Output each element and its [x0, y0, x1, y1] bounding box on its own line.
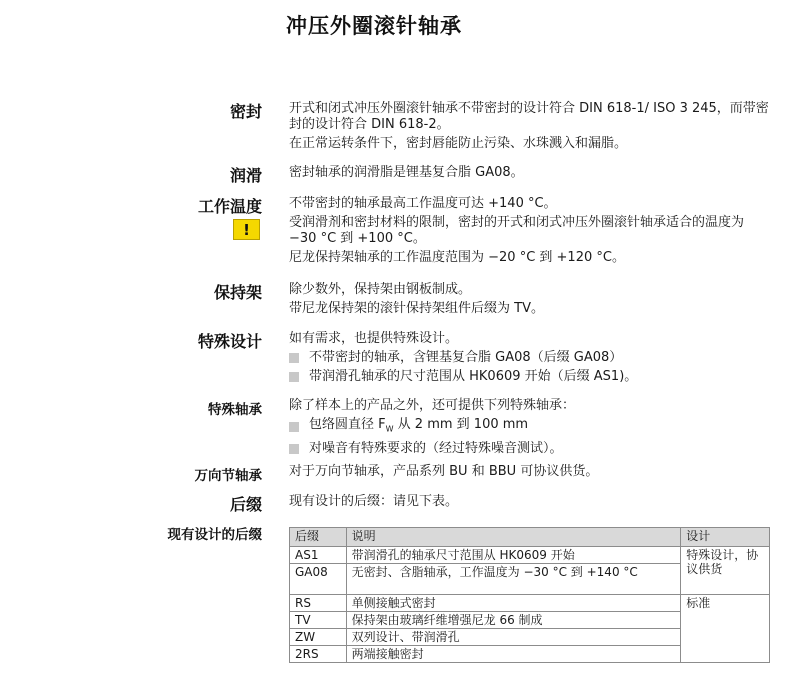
table-cell-description: 两端接触密封 — [346, 646, 681, 663]
section-cage-text — [289, 282, 769, 317]
universal-joint-line-1: 对于万向节轴承，产品系列 BU 和 BBU 可协议供货。 — [289, 464, 599, 479]
suffix-line-1: 现有设计的后缀：请见下表。 — [289, 494, 459, 509]
section-label-universal-joint: 万向节轴承 — [194, 468, 262, 484]
table-cell-suffix: 2RS — [290, 646, 347, 663]
table-header-suffix: 后缀 — [290, 528, 347, 547]
bullet1-prefix: 包络圆直径 F — [309, 417, 386, 432]
table-cell-suffix: RS — [290, 595, 347, 612]
table-cell-suffix: ZW — [290, 629, 347, 646]
section-label-special-bearing: 特殊轴承 — [208, 402, 262, 418]
section-label-lubrication: 润滑 — [229, 166, 262, 185]
suffix-table-label: 现有设计的后缀 — [167, 527, 262, 543]
suffix-table — [289, 527, 770, 663]
section-seal-text — [289, 101, 769, 152]
section-suffix-text — [289, 494, 769, 510]
page-title: 冲压外圈滚针轴承 — [286, 14, 462, 38]
table-cell-description: 带润滑孔的轴承尺寸范围从 HK0609 开始 — [346, 547, 681, 564]
special-design-intro: 如有需求，也提供特殊设计。 — [289, 331, 459, 346]
section-label-suffix: 后缀 — [229, 495, 262, 514]
section-lubrication-text — [289, 165, 769, 181]
special-design-bullet-1: 不带密封的轴承，含锂基复合脂 GA08（后缀 GA08） — [309, 350, 623, 365]
list-item — [289, 369, 769, 385]
table-cell-suffix: GA08 — [290, 564, 347, 595]
temperature-line-3: 尼龙保持架轴承的工作温度范围为 −20 °C 到 +120 °C。 — [289, 250, 625, 265]
table-cell-design-special: 特殊设计，协议供货 — [681, 547, 770, 595]
table-cell-description: 保持架由玻璃纤维增强尼龙 66 制成 — [346, 612, 681, 629]
list-item — [289, 417, 769, 438]
bullet1-subscript: W — [385, 424, 394, 434]
temperature-line-2: 受润滑剂和密封材料的限制，密封的开式和闭式冲压外圈滚针轴承适合的温度为 −30 °C 到 +100 °C。 — [289, 215, 745, 246]
table-row — [290, 547, 770, 564]
table-row — [290, 595, 770, 612]
bullet-square-icon — [289, 372, 299, 382]
table-cell-description: 无密封、含脂轴承，工作温度为 −30 °C 到 +140 °C — [346, 564, 681, 595]
table-header-row — [290, 528, 770, 547]
bullet1-suffix: 从 2 mm 到 100 mm — [393, 417, 529, 432]
bullet-square-icon — [289, 422, 299, 432]
temperature-line-1: 不带密封的轴承最高工作温度可达 +140 °C。 — [289, 196, 557, 211]
table-header-description: 说明 — [346, 528, 681, 547]
section-label-temperature: 工作温度 — [197, 197, 262, 216]
table-cell-description: 单侧接触式密封 — [346, 595, 681, 612]
special-bearing-bullet-1 — [309, 417, 528, 438]
section-special-bearing-text — [289, 398, 769, 457]
cage-line-1: 除少数外，保持架由钢板制成。 — [289, 282, 472, 297]
section-universal-joint-text — [289, 464, 769, 480]
seal-line-1: 开式和闭式冲压外圈滚针轴承不带密封的设计符合 DIN 618-1/ ISO 3 245，而带密封的设计符合 DIN 618-2。 — [289, 101, 769, 132]
table-cell-description: 双列设计、带润滑孔 — [346, 629, 681, 646]
cage-line-2: 带尼龙保持架的滚针保持架组件后缀为 TV。 — [289, 301, 544, 316]
special-design-bullet-2: 带润滑孔轴承的尺寸范围从 HK0609 开始（后缀 AS1)。 — [309, 369, 638, 384]
table-cell-design-standard: 标准 — [681, 595, 770, 663]
section-label-seal: 密封 — [229, 102, 262, 121]
section-label-special-design: 特殊设计 — [197, 332, 262, 351]
lubrication-line-1: 密封轴承的润滑脂是锂基复合脂 GA08。 — [289, 165, 524, 180]
list-item — [289, 350, 769, 366]
table-cell-suffix: AS1 — [290, 547, 347, 564]
section-label-cage: 保持架 — [213, 283, 262, 302]
table-cell-suffix: TV — [290, 612, 347, 629]
special-bearing-intro: 除了样本上的产品之外，还可提供下列特殊轴承： — [289, 398, 576, 413]
special-bearing-bullet-2: 对噪音有特殊要求的（经过特殊噪音测试）。 — [309, 440, 563, 456]
warning-icon: ! — [233, 219, 260, 240]
section-temperature-text — [289, 196, 769, 266]
section-special-design-text — [289, 331, 769, 385]
bullet-square-icon — [289, 444, 299, 454]
list-item — [289, 441, 769, 457]
bullet-square-icon — [289, 353, 299, 363]
seal-line-2: 在正常运转条件下，密封唇能防止污染、水珠溅入和漏脂。 — [289, 136, 628, 151]
table-header-design: 设计 — [681, 528, 770, 547]
